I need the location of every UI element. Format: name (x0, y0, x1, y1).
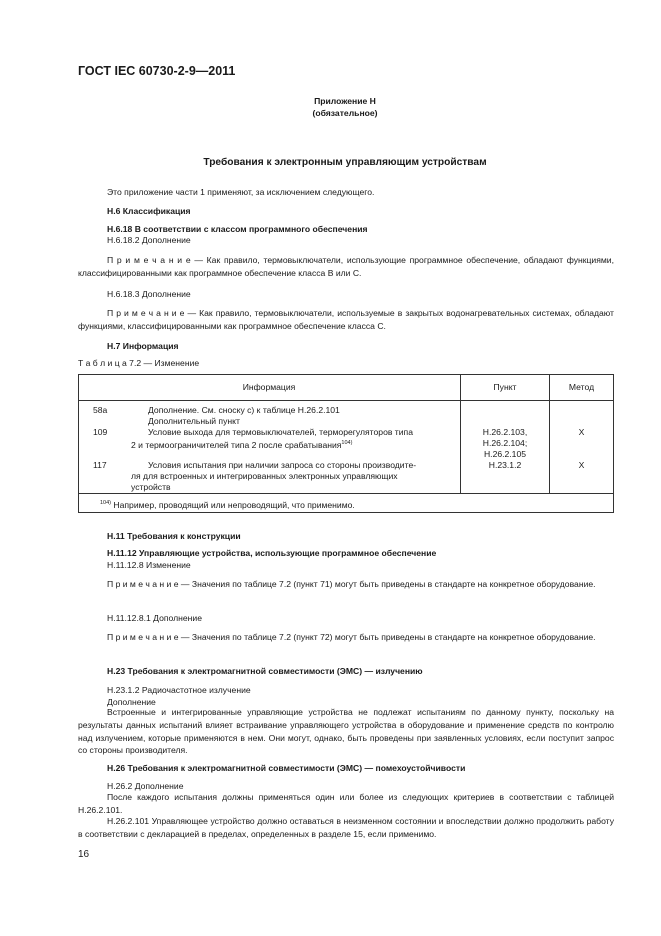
section-title: Требования к электронным управляющим устройствам (203, 157, 487, 168)
row-number: 58a (93, 405, 108, 415)
row-method: Х (578, 427, 585, 437)
table-body-divider (78, 493, 614, 494)
note-label: П р и м е ч а н и е (107, 579, 179, 589)
annex-subtitle: (обязательное) (312, 108, 378, 118)
document-id: ГОСТ IEC 60730-2-9—2011 (78, 64, 236, 78)
note-3 (78, 578, 614, 591)
heading-h618: Н.6.18 В соответствии с классом программного обеспечения (107, 224, 368, 234)
row-text: Дополнение. См. сноску с) к таблице Н.26.2.101 (148, 405, 340, 415)
row-point: Н.26.2.103, (482, 427, 528, 437)
table-border-right (613, 374, 614, 512)
page-number: 16 (78, 849, 90, 860)
subheading-h262: Н.26.2 Дополнение (107, 781, 184, 791)
table-header-method: Метод (568, 382, 595, 392)
paragraph-h26-2: Н.26.2.101 Управляющее устройство должно оставаться в неизменном состоянии и впоследствии должно продолжить работу в соответствии с декларацией в пределах, определенных в разделе 15, если применимо. (78, 816, 614, 839)
row-text: Условие выхода для термовыключателей, терморегуляторов типа (148, 427, 413, 437)
heading-h23: Н.23 Требования к электромагнитной совместимости (ЭМС) — излучению (107, 666, 423, 676)
row-text: Условия испытания при наличии запроса со стороны производите- (148, 460, 417, 470)
subheading-addition: Дополнение (107, 697, 156, 707)
table-border-left (78, 374, 79, 512)
paragraph-h23: Встроенные и интегрированные управляющие устройства не подлежат испытаниям по данному пункту, поскольку на результаты данных испытаний влияет встраивание управляющего устройства в оборудование и применение средств по контролю над излучением, которые применяются в нем. Они могут, однако, быть проведены при заявленных условиях, если поступит запрос со стороны производителя. (78, 707, 614, 756)
table-border-bottom (78, 512, 614, 513)
note-4 (78, 631, 614, 644)
table-caption (78, 358, 199, 369)
paragraph-h26-1: После каждого испытания должны применяться один или более из следующих критериев в соответствии с таблицей Н.26.2.101. (78, 792, 614, 815)
row-text: Дополнительный пункт (148, 416, 240, 426)
note-text: — Значения по таблице 7.2 (пункт 71) могут быть приведены в стандарте на конкретное оборудование. (178, 579, 596, 589)
row-text: устройств (131, 482, 171, 492)
footnote-ref: 104) (341, 440, 353, 446)
row-text-part: 2 и термоограничителей типа 2 после срабатывания (131, 439, 342, 450)
note-label: П р и м е ч а н и е (107, 255, 191, 265)
row-point: Н.26.2.104; (482, 438, 528, 448)
subheading-h6182: Н.6.18.2 Дополнение (107, 235, 191, 245)
row-point: Н.26.2.105 (483, 449, 527, 459)
table-header-point: Пункт (493, 382, 517, 392)
note-1 (78, 254, 614, 280)
subheading-h2312: Н.23.1.2 Радиочастотное излучение (107, 685, 251, 695)
subheading-h6183: Н.6.18.3 Дополнение (107, 289, 191, 299)
table-footnote (100, 498, 355, 511)
row-method: Х (578, 460, 585, 470)
row-number: 117 (93, 460, 107, 470)
note-text: — Значения по таблице 7.2 (пункт 72) могут быть приведены в стандарте на конкретное оборудование. (178, 632, 596, 642)
table-header-info: Информация (242, 382, 296, 392)
caption-label: Т а б л и ц а (78, 358, 127, 368)
footnote-text: Например, проводящий или непроводящий, что применимо. (113, 499, 355, 510)
heading-h26: Н.26 Требования к электромагнитной совместимости (ЭМС) — помехоустойчивости (107, 763, 466, 773)
heading-h7: Н.7 Информация (107, 341, 179, 351)
row-number: 109 (93, 427, 108, 437)
row-text (131, 438, 352, 451)
heading-h6: Н.6 Классификация (107, 206, 191, 216)
subheading-h11128: Н.11.12.8 Изменение (107, 560, 191, 570)
intro-text: Это приложение части 1 применяют, за исключением следующего. (107, 187, 375, 197)
heading-h11: Н.11 Требования к конструкции (107, 531, 241, 541)
table-border-top (78, 374, 614, 375)
note-label: П р и м е ч а н и е (107, 632, 179, 642)
note-2 (78, 307, 614, 333)
note-text: — Как правило, термовыключатели, используемые в закрытых водонагревательных системах, обладают функциями, классифицированными как программное обеспечение класса С. (78, 308, 614, 331)
row-point: Н.23.1.2 (488, 460, 522, 470)
heading-h1112: Н.11.12 Управляющие устройства, использующие программное обеспечение (107, 548, 437, 558)
note-text: — Как правило, термовыключатели, использующие программное обеспечение, обладают функциями, классифицированными как программное обеспечение класса В или С. (78, 255, 614, 278)
footnote-mark: 104) (100, 500, 112, 506)
annex-title: Приложение Н (314, 96, 376, 106)
subheading-h111281: Н.11.12.8.1 Дополнение (107, 613, 202, 623)
row-text: ля для встроенных и интегрированных электронных управляющих (131, 471, 398, 481)
table-header-divider (78, 400, 614, 401)
caption-text: 7.2 — Изменение (126, 358, 200, 368)
note-label: П р и м е ч а н и е (107, 308, 185, 318)
